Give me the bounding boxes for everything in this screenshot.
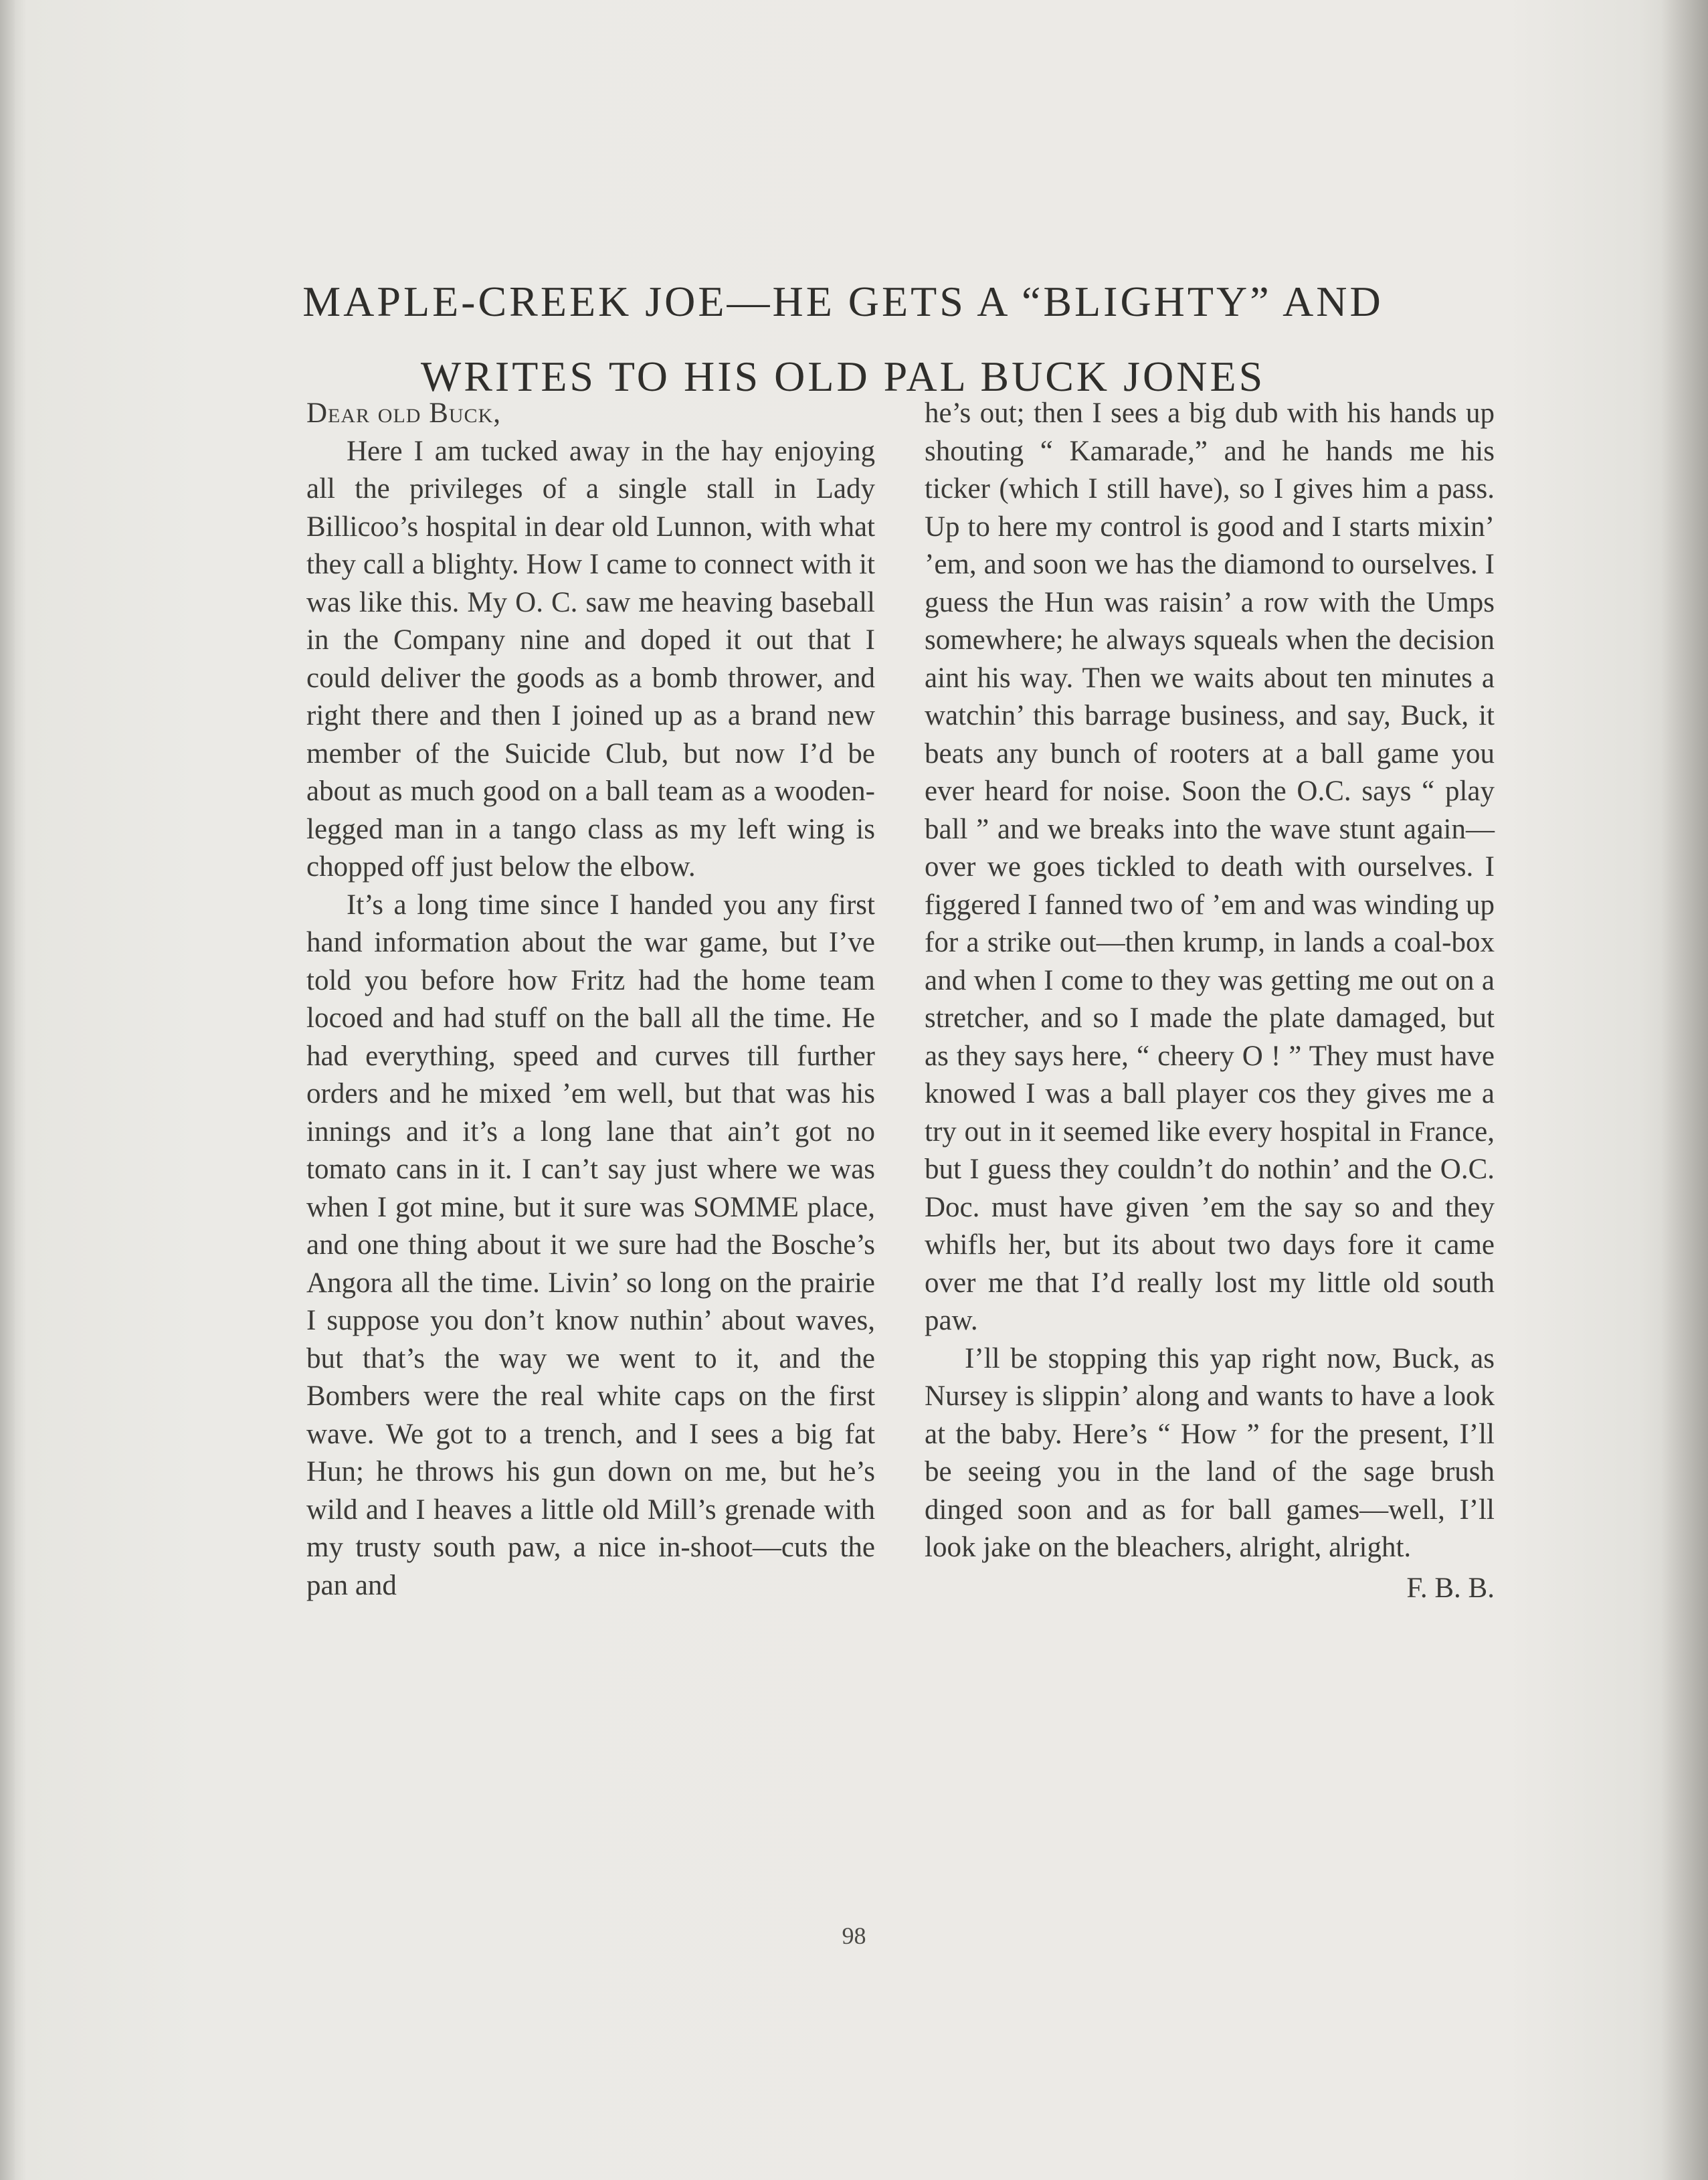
paragraph-3: I’ll be stopping this yap right now, Buck, as Nursey is slippin’ along and wants to have a look at the baby. Here’s “ How ” for the present, I’ll be seeing you in the land of the sage brush dinged soon and as for ball games—well, I’ll look jake on the bleachers, alright, alright. (925, 1342, 1495, 1563)
title-line-1: MAPLE-CREEK JOE—HE GETS A “BLIGHTY” AND (302, 278, 1384, 325)
paragraph-1: Here I am tucked away in the hay enjoying all the privileges of a single stall in Lady Billicoo’s hospital in dear old Lunnon, with what they call a blighty. How I came to connect with it was like this. My O. C. saw me heaving baseball in the Company nine and doped it out that I could deliver the goods as a bomb thrower, and right there and then I joined up as a brand new member of the Suicide Club, but now I’d be about as much good on a ball team as a wooden-legged man in a tango class as my left wing is chopped off just below the elbow. (306, 435, 875, 883)
page-number: 98 (842, 1922, 866, 1949)
right-column (925, 395, 1495, 1607)
page-left-edge (0, 0, 15, 2180)
salutation: Dear old Buck, (306, 397, 501, 429)
paragraph-2-part-1: It’s a long time since I handed you any first hand information about the war game, but I’ve told you before how Fritz had the home team locoed and had stuff on the ball all the time. He had everything, speed and curves till further orders and he mixed ’em well, but that was his innings and it’s a long lane that ain’t got no tomato cans in it. I can’t say just where we was when I got mine, but it sure was SOMME place, and one thing about it we sure had the Bosche’s Angora all the time. Livin’ so long on the prairie I suppose you don’t know nuthin’ about waves, but that’s the way we went to it, and the Bombers were the real white caps on the first wave. We got to a trench, and I sees a big fat Hun; he throws his gun down on me, but he’s wild and I heaves a little old Mill’s grenade with my trusty south paw, a nice in-shoot—cuts the pan and (306, 889, 875, 1601)
left-column (306, 395, 875, 1605)
title-line-2: WRITES TO HIS OLD PAL BUCK JONES (420, 353, 1266, 400)
article-title (254, 264, 1432, 414)
page-gutter-shadow (1661, 0, 1708, 2180)
paragraph-2-part-2: he’s out; then I sees a big dub with his hands up shouting “ Kamarade,” and he hands me his ticker (which I still have), so I gives him a pass. Up to here my control is good and I starts mixin’ ’em, and soon we has the diamond to ourselves. I guess the Hun was raisin’ a row with the Umps somewhere; he always squeals when the decision aint his way. Then we waits about ten minutes a watchin’ this barrage business, and say, Buck, it beats any bunch of rooters at a ball game you ever heard for noise. Soon the O.C. says “ play ball ” and we breaks into the wave stunt again—over we goes tickled to death with ourselves. I figgered I fanned two of ’em and was winding up for a strike out—then krump, in lands a coal-box and when I come to they was getting me out on a stretcher, and so I made the plate damaged, but as they says here, “ cheery O ! ” They must have knowed I was a ball player cos they gives me a try out in it seemed like every hospital in France, but I guess they couldn’t do nothin’ and the O.C. Doc. must have given ’em the say so and they whifls her, but its about two days fore it came over me that I’d really lost my little old south paw. (925, 397, 1495, 1336)
signature: F. B. B. (1406, 1572, 1495, 1604)
